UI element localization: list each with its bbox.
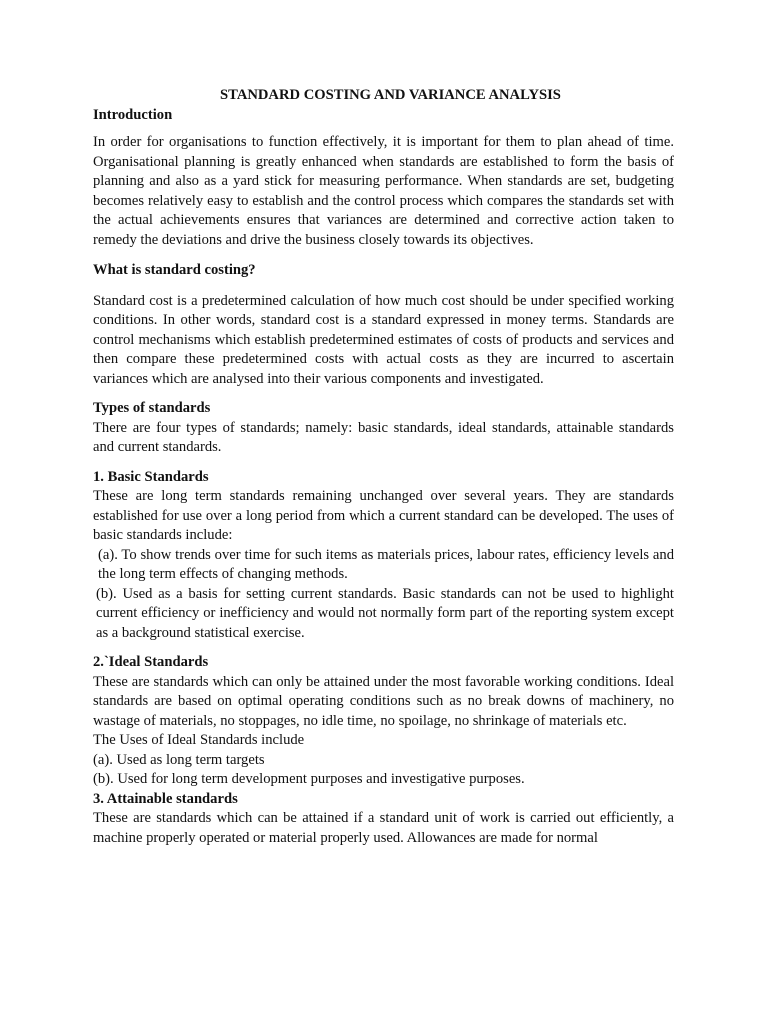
types-of-standards-heading: Types of standards [93,400,211,416]
basic-standards-item-b: (b). Used as a basis for setting current standards. Basic standards can not be used to highlight current efficiency or inefficiency and would not normally form part of the reporting system except as a background statistical exercise. [96,585,674,641]
basic-standards-paragraph: These are long term standards remaining unchanged over several years. They are standards established for use over a long period from which a current standard can be developed. The uses of basic standards include: [93,488,674,543]
introduction-paragraph: In order for organisations to function effectively, it is important for them to plan ahead of time. Organisational planning is greatly enhanced when standards are established to form the basis of planning and also as a yard stick for measuring performance. When standards are set, budgeting becomes relatively easy to establish and the control process which compares the standards set with the actual achievements ensures that variances are determined and corrective action taken to remedy the deviations and drive the business closely towards its objectives. [93,134,674,248]
types-of-standards-paragraph: There are four types of standards; namely: basic standards, ideal standards, attainable standards and current standards. [93,419,674,455]
attainable-standards-heading: 3. Attainable standards [93,790,238,807]
what-is-standard-costing-paragraph: Standard cost is a predetermined calculation of how much cost should be under specified working conditions. In other words, standard cost is a standard expressed in money terms. Standards are control mechanisms which establish predetermined estimates of costs of products and services and then compare these predetermined costs with actual costs as they are incurred to ascertain variances which are analysed into their various components and investigated. [93,292,674,387]
basic-standards-item-a: (a). To show trends over time for such items as materials prices, labour rates, efficiency levels and the long term effects of changing methods. [98,546,674,582]
document-page [93,86,674,848]
document-title: STANDARD COSTING AND VARIANCE ANALYSIS [220,87,561,103]
ideal-standards-item-b: (b). Used for long term development purposes and investigative purposes. [93,771,525,787]
introduction-heading: Introduction [93,106,173,123]
ideal-standards-paragraph: These are standards which can only be attained under the most favorable working conditions. Ideal standards are based on optimal operating conditions such as no break downs of machinery, no wastage of materials, no stoppages, no idle time, no spoilage, no shrinkage of materials etc. [93,673,674,729]
attainable-standards-paragraph: These are standards which can be attained if a standard unit of work is carried out efficiently, a machine properly operated or material properly used. Allowances are made for normal [93,810,674,846]
ideal-standards-item-a: (a). Used as long term targets [93,751,265,768]
basic-standards-heading: 1. Basic Standards [93,468,209,485]
what-is-standard-costing-heading: What is standard costing? [93,262,256,278]
ideal-standards-heading: 2.`Ideal Standards [93,654,209,670]
ideal-standards-uses-intro: The Uses of Ideal Standards include [93,732,305,748]
